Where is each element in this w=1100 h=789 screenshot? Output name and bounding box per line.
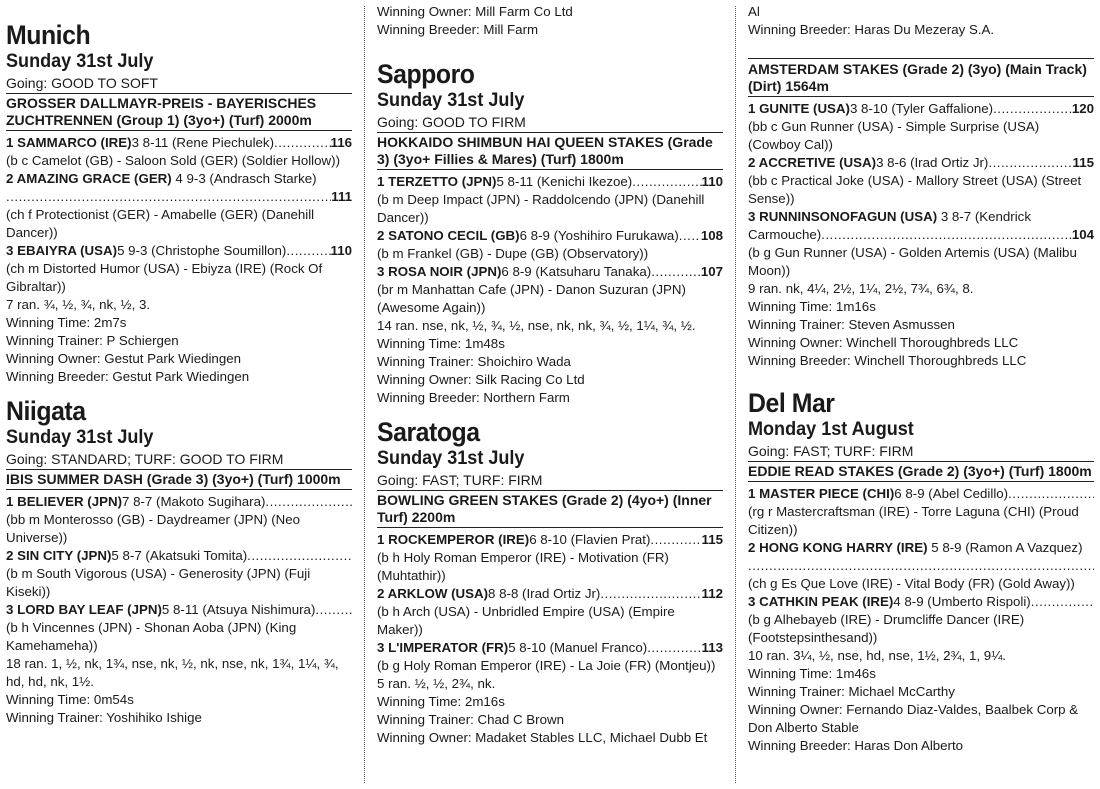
winning-trainer: Winning Trainer: Yoshihiko Ishige: [6, 710, 202, 725]
pedigree: (b g Alhebayeb (IRE) - Drumcliffe Dancer (IRE) (Footstepsinthesand)): [748, 612, 1025, 645]
amsterdam-section: [748, 39, 1094, 370]
result-1: [748, 100, 1094, 118]
horse-details: 5 9-3 (Christophe Soumillon): [117, 243, 287, 258]
result-2-dots: [748, 557, 1094, 575]
leader-dots: [651, 263, 701, 281]
city-title: Del Mar: [748, 388, 835, 418]
winning-trainer: Winning Trainer: Shoichiro Wada: [377, 354, 571, 369]
pedigree: (b h Holy Roman Emperor (IRE) - Motivation (FR) (Muhtathir)): [377, 550, 669, 583]
winning-trainer: Winning Trainer: Steven Asmussen: [748, 317, 955, 332]
leader-dots: [988, 154, 1072, 172]
horse-details: 6 8-9 (Yoshihiro Furukawa): [519, 228, 679, 243]
result-1: [377, 173, 723, 191]
munich-section: [6, 0, 352, 386]
horse-name: 3 CATHKIN PEAK (IRE): [748, 594, 894, 609]
leader-dots: [993, 100, 1072, 118]
rating: 113: [701, 640, 723, 655]
pedigree: (b h Arch (USA) - Unbridled Empire (USA) (Empire Maker)): [377, 604, 675, 637]
margins: 9 ran. nk, 4¼, 2½, 1¼, 2½, 7¾, 6¾, 8.: [748, 281, 974, 296]
pedigree: (b g Holy Roman Emperor (IRE) - La Joie (FR) (Montjeu)): [377, 658, 716, 673]
race-date: Sunday 31st July: [6, 51, 154, 72]
winning-breeder: Winning Breeder: Gestut Park Wiedingen: [6, 369, 250, 384]
leader-dots: [748, 557, 1094, 575]
result-2: [377, 227, 723, 245]
winning-owner: Winning Owner: Fernando Diaz-Valdes, Baalbek Corp & Don Alberto Stable: [748, 702, 1079, 735]
rating: 110: [330, 243, 352, 258]
margins: 5 ran. ½, ½, 2¾, nk.: [377, 676, 496, 691]
leader-dots: [679, 227, 701, 245]
horse-name: 3 ROSA NOIR (JPN): [377, 264, 502, 279]
horse-details: 3 8-6 (Irad Ortiz Jr): [876, 155, 989, 170]
margins: 18 ran. 1, ½, nk, 1¾, nse, nk, ½, nk, nse, nk, 1¾, 1¼, ¾, hd, hd, nk, 1½.: [6, 656, 339, 689]
rating: 111: [331, 189, 352, 204]
city-title: Saratoga: [377, 417, 480, 447]
pedigree: (b h Vincennes (JPN) - Shonan Aoba (JPN) (King Kamehameha)): [6, 620, 297, 653]
horse-details: 4 8-9 (Umberto Rispoli): [893, 594, 1031, 609]
result-3: [6, 242, 352, 260]
leader-dots: [1031, 593, 1094, 611]
race-title: EDDIE READ STAKES (Grade 2) (3yo+) (Turf) 1800m: [748, 462, 1094, 482]
rating: 116: [330, 135, 352, 150]
pedigree: (b m Frankel (GB) - Dupe (GB) (Observatory)): [377, 246, 649, 261]
race-title: GROSSER DALLMAYR-PREIS - BAYERISCHES ZUCHTRENNEN (Group 1) (3yo+) (Turf) 2000m: [6, 94, 352, 131]
margins: 7 ran. ¾, ½, ¾, nk, ½, 3.: [6, 297, 151, 312]
column-divider: [735, 6, 736, 783]
horse-name: 1 ROCKEMPEROR (IRE): [377, 532, 530, 547]
horse-name: 2 HONG KONG HARRY (IRE): [748, 540, 928, 555]
winning-breeder: Winning Breeder: Mill Farm: [377, 22, 539, 37]
pedigree: (bb m Monterosso (GB) - Daydreamer (JPN) (Neo Universe)): [6, 512, 301, 545]
horse-name: 2 ACCRETIVE (USA): [748, 155, 877, 170]
leader-dots: [821, 226, 1072, 244]
pedigree: (bb c Gun Runner (USA) - Simple Surprise (USA) (Cowboy Cal)): [748, 119, 1040, 152]
winning-trainer: Winning Trainer: Chad C Brown: [377, 712, 564, 727]
pedigree: (ch f Protectionist (GER) - Amabelle (GER) (Danehill Dancer)): [6, 207, 315, 240]
pedigree: (ch m Distorted Humor (USA) - Ebiyza (IRE) (Rock Of Gibraltar)): [6, 261, 323, 294]
pedigree: (bb c Practical Joke (USA) - Mallory Street (USA) (Street Sense)): [748, 173, 1082, 206]
horse-details: 5 8-7 (Akatsuki Tomita): [111, 548, 248, 563]
result-2-rating-line: [6, 188, 352, 206]
result-3: [6, 601, 352, 619]
leader-dots: [247, 547, 352, 565]
saratoga-section: [377, 407, 723, 747]
column-divider: [364, 6, 365, 783]
column-2: [377, 0, 723, 789]
race-date: Sunday 31st July: [6, 427, 154, 448]
horse-name: 3 EBAIYRA (USA): [6, 243, 118, 258]
horse-name: 3 LORD BAY LEAF (JPN): [6, 602, 162, 617]
pedigree: (rg r Mastercraftsman (IRE) - Torre Laguna (CHI) (Proud Citizen)): [748, 504, 1079, 537]
winning-breeder: Winning Breeder: Haras Don Alberto: [748, 738, 964, 753]
result-2: [748, 154, 1094, 172]
result-3: [377, 263, 723, 281]
horse-details: 3 8-11 (Rene Piechulek): [131, 135, 274, 150]
race-title: HOKKAIDO SHIMBUN HAI QUEEN STAKES (Grade 3) (3yo+ Fillies & Mares) (Turf) 1800m: [377, 133, 723, 170]
sapporo-section: [377, 39, 723, 407]
winning-time: Winning Time: 1m48s: [377, 336, 505, 351]
going-line: Going: STANDARD; TURF: GOOD TO FIRM: [6, 450, 352, 470]
column-3: [748, 0, 1094, 789]
result-2: [748, 539, 1094, 557]
horse-details: 6 8-9 (Abel Cedillo): [894, 486, 1009, 501]
result-2: [377, 585, 723, 603]
winning-trainer: Winning Trainer: Michael McCarthy: [748, 684, 955, 699]
horse-name: 3 RUNNINSONOFAGUN (USA): [748, 209, 938, 224]
result-2: [6, 547, 352, 565]
going-line: Going: FAST; TURF: FIRM: [748, 442, 1094, 462]
rating: 104: [1071, 227, 1094, 242]
winning-breeder: Winning Breeder: Haras Du Mezeray S.A.: [748, 22, 995, 37]
winning-breeder: Winning Breeder: Northern Farm: [377, 390, 570, 405]
result-3: [748, 208, 1094, 226]
horse-name: 1 BELIEVER (JPN): [6, 494, 123, 509]
race-date: Sunday 31st July: [377, 448, 525, 469]
rating: 115: [701, 532, 723, 547]
horse-name: 1 MASTER PIECE (CHI): [748, 486, 895, 501]
winning-time: Winning Time: 0m54s: [6, 692, 134, 707]
leader-dots: [6, 188, 331, 206]
rating: 108: [700, 228, 723, 243]
city-title: Niigata: [6, 396, 86, 426]
winning-breeder: Winning Breeder: Winchell Thoroughbreds LLC: [748, 353, 1027, 368]
leader-dots: [286, 242, 330, 260]
city-title: Munich: [6, 20, 91, 50]
horse-name: 1 TERZETTO (JPN): [377, 174, 497, 189]
horse-details: 7 8-7 (Makoto Sugihara): [122, 494, 266, 509]
margins: 14 ran. nse, nk, ½, ¾, ½, nse, nk, nk, ¾, ½, 1¼, ¾, ½.: [377, 318, 696, 333]
rating: 107: [700, 264, 723, 279]
winning-owner: Winning Owner: Mill Farm Co Ltd: [377, 4, 573, 19]
niigata-section: [6, 386, 352, 727]
winning-trainer: Winning Trainer: P Schiergen: [6, 333, 179, 348]
horse-details: 3 8-7 (Kendrick: [937, 209, 1031, 224]
pedigree: (ch g Es Que Love (IRE) - Vital Body (FR) (Gold Away)): [748, 576, 1075, 591]
leader-dots: [265, 493, 352, 511]
horse-name: 2 AMAZING GRACE (GER): [6, 171, 172, 186]
horse-name: 2 ARKLOW (USA): [377, 586, 489, 601]
rating: 115: [1072, 155, 1094, 170]
horse-details: 5 8-10 (Manuel Franco): [508, 640, 648, 655]
pedigree: (b g Gun Runner (USA) - Golden Artemis (USA) (Malibu Moon)): [748, 245, 1077, 278]
column-1: [6, 0, 352, 789]
jockey-continued: Carmouche): [748, 227, 822, 242]
result-1: [377, 531, 723, 549]
pedigree: (br m Manhattan Cafe (JPN) - Danon Suzuran (JPN) (Awesome Again)): [377, 282, 686, 315]
winning-owner: Winning Owner: Silk Racing Co Ltd: [377, 372, 585, 387]
leader-dots: [1008, 485, 1094, 503]
winning-time: Winning Time: 2m7s: [6, 315, 127, 330]
leader-dots: [274, 134, 331, 152]
race-title: IBIS SUMMER DASH (Grade 3) (3yo+) (Turf) 1000m: [6, 470, 352, 490]
owner-continued: Al: [748, 4, 760, 19]
horse-details: 8 8-8 (Irad Ortiz Jr): [488, 586, 601, 601]
horse-name: 1 GUNITE (USA): [748, 101, 850, 116]
rating: 110: [701, 174, 723, 189]
leader-dots: [600, 585, 701, 603]
winning-time: Winning Time: 2m16s: [377, 694, 505, 709]
pedigree: (b m South Vigorous (USA) - Generosity (JPN) (Fuji Kiseki)): [6, 566, 311, 599]
going-line: Going: GOOD TO FIRM: [377, 113, 723, 133]
race-title: AMSTERDAM STAKES (Grade 2) (3yo) (Main Track) (Dirt) 1564m: [748, 58, 1094, 97]
horse-details: 5 8-9 (Ramon A Vazquez): [927, 540, 1083, 555]
horse-name: 1 SAMMARCO (IRE): [6, 135, 132, 150]
race-date: Monday 1st August: [748, 419, 914, 440]
margins: 10 ran. 3¼, ½, nse, hd, nse, 1½, 2¾, 1, 9¼.: [748, 648, 1006, 663]
horse-details: 4 9-3 (Andrasch Starke): [171, 171, 317, 186]
race-title: BOWLING GREEN STAKES (Grade 2) (4yo+) (Inner Turf) 2200m: [377, 491, 723, 528]
result-1: [748, 485, 1094, 503]
leader-dots: [315, 601, 352, 619]
result-1: [6, 493, 352, 511]
winning-owner: Winning Owner: Winchell Thoroughbreds LLC: [748, 335, 1019, 350]
leader-dots: [632, 173, 701, 191]
horse-name: 2 SIN CITY (JPN): [6, 548, 112, 563]
winning-time: Winning Time: 1m46s: [748, 666, 876, 681]
rating: 112: [701, 586, 723, 601]
result-3: [377, 639, 723, 657]
going-line: Going: GOOD TO SOFT: [6, 74, 352, 94]
horse-details: 5 8-11 (Atsuya Nishimura): [161, 602, 316, 617]
winning-owner: Winning Owner: Gestut Park Wiedingen: [6, 351, 242, 366]
leader-dots: [650, 531, 701, 549]
race-date: Sunday 31st July: [377, 90, 525, 111]
result-1: [6, 134, 352, 152]
horse-details: 6 8-9 (Katsuharu Tanaka): [501, 264, 652, 279]
going-line: Going: FAST; TURF: FIRM: [377, 471, 723, 491]
leader-dots: [647, 639, 701, 657]
pedigree: (b c Camelot (GB) - Saloon Sold (GER) (Soldier Hollow)): [6, 153, 340, 168]
horse-name: 2 SATONO CECIL (GB): [377, 228, 520, 243]
winning-owner: Winning Owner: Madaket Stables LLC, Michael Dubb Et: [377, 730, 708, 745]
result-2: [6, 170, 352, 188]
delmar-section: [748, 370, 1094, 755]
horse-details: 5 8-11 (Kenichi Ikezoe): [496, 174, 633, 189]
result-3: [748, 593, 1094, 611]
city-title: Sapporo: [377, 59, 475, 89]
pedigree: (b m Deep Impact (JPN) - Raddolcendo (JPN) (Danehill Dancer)): [377, 192, 705, 225]
winning-time: Winning Time: 1m16s: [748, 299, 876, 314]
rating: 120: [1071, 101, 1094, 116]
horse-name: 3 L'IMPERATOR (FR): [377, 640, 509, 655]
result-3-rating-line: [748, 226, 1094, 244]
horse-details: 6 8-10 (Flavien Prat): [529, 532, 651, 547]
horse-details: 3 8-10 (Tyler Gaffalione): [849, 101, 994, 116]
